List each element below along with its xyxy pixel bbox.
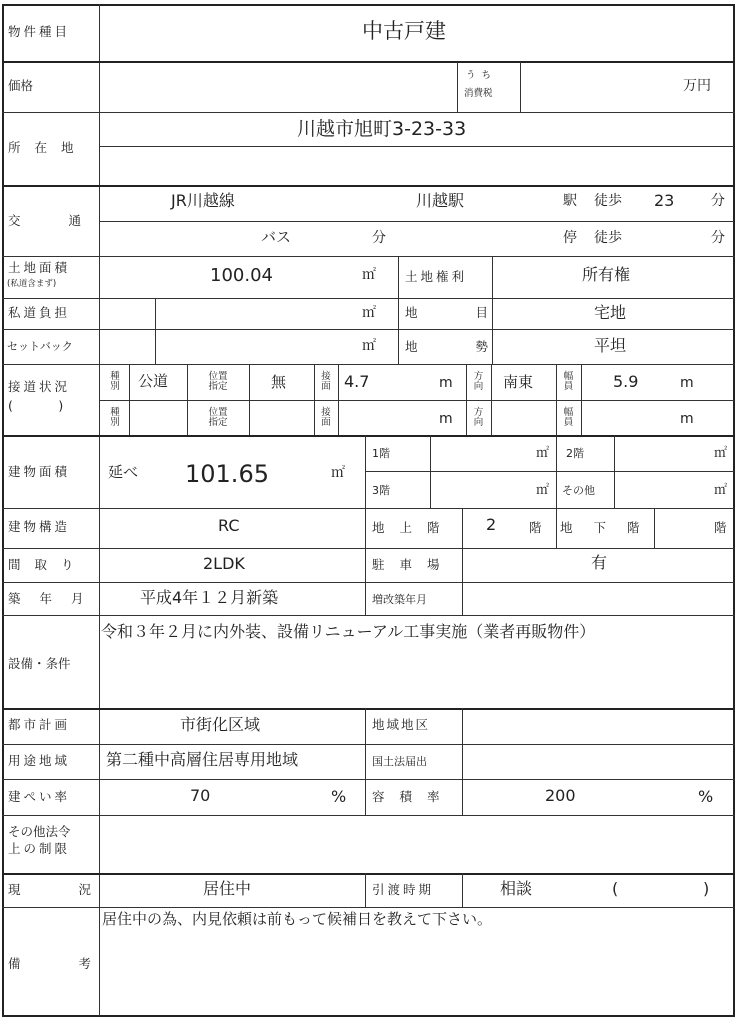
line-value: JR川越線	[171, 191, 235, 210]
col-line	[365, 548, 366, 615]
width-header-1: 幅 員	[563, 371, 574, 392]
structure-value: RC	[218, 516, 240, 535]
col-line	[556, 508, 557, 548]
designation-header-2: 位置 指定	[208, 407, 228, 428]
total-floor-unit: ㎡	[331, 465, 345, 481]
row-line	[2, 708, 735, 710]
walk-label: 徒歩	[594, 193, 622, 209]
layout-value: 2LDK	[203, 554, 245, 573]
border-right	[733, 4, 735, 1017]
bus-label: バス	[261, 228, 292, 246]
address-value: 川越市旭町3-23-33	[297, 118, 467, 140]
road-access-label: 接道状況	[8, 379, 71, 394]
structure-label: 建物構造	[8, 519, 71, 534]
row-line	[2, 329, 735, 330]
stop-walk-label: 徒歩	[594, 230, 622, 246]
price-label: 価格	[8, 78, 34, 93]
land-act-label: 国土法届出	[372, 755, 427, 768]
col-line	[614, 435, 615, 508]
floor3-unit: ㎡	[536, 483, 550, 498]
zone-district-label: 地域地区	[372, 717, 431, 732]
use-zone-value: 第二種中高層住居専用地域	[106, 750, 299, 769]
property-type-value: 中古戸建	[362, 19, 446, 43]
col-line	[430, 435, 431, 508]
facilities-label: 設備・条件	[8, 656, 71, 671]
below-ground-label: 地下階	[560, 520, 661, 535]
terrain-value: 平坦	[594, 336, 627, 355]
row-line	[2, 508, 735, 509]
above-ground-label: 地上階	[372, 520, 455, 535]
frontage-unit-2: m	[439, 411, 453, 427]
coverage-unit: %	[331, 787, 347, 806]
row-line	[2, 744, 735, 745]
row-line	[99, 400, 734, 401]
building-area-label: 建物面積	[8, 464, 71, 479]
col-line	[338, 364, 339, 435]
floor3-label: 3階	[372, 484, 390, 497]
other-legal-label-2: 上の制限	[8, 841, 71, 856]
other-legal-label-1: その他法令	[8, 824, 71, 839]
frontage-header-1: 接 面	[321, 371, 331, 392]
row-line	[365, 471, 734, 472]
remarks-label: 備考	[8, 956, 150, 971]
floor2-unit: ㎡	[714, 446, 728, 461]
col-line	[129, 364, 130, 435]
floor2-label: 2階	[566, 447, 584, 460]
floor-ratio-label: 容積率	[372, 789, 455, 804]
above-floor-unit: 階	[529, 520, 542, 535]
built-value: 平成4年１２月新築	[140, 588, 279, 607]
frontage-header-2: 接 面	[321, 407, 331, 428]
city-planning-value: 市街化区域	[180, 715, 261, 734]
transport-label: 交通	[8, 213, 130, 228]
tax-label-bottom: 消費税	[464, 88, 493, 99]
floor-other-label: その他	[562, 484, 595, 497]
road-width-unit: m	[680, 375, 694, 391]
remarks-value: 居住中の為、内見依頼は前もって候補日を教えて下さい。	[102, 910, 493, 928]
designation-value: 無	[271, 373, 287, 391]
handover-value: 相談	[500, 879, 533, 898]
road-width-unit-2: m	[680, 411, 694, 427]
use-zone-label: 用途地域	[8, 753, 71, 768]
row-line	[99, 146, 734, 147]
col-line	[365, 708, 366, 815]
col-line	[398, 257, 399, 364]
row-line	[2, 435, 735, 437]
col-line	[491, 364, 492, 435]
above-floors-value: 2	[486, 515, 497, 534]
coverage-value: 70	[190, 786, 211, 805]
col-line	[462, 873, 463, 907]
below-floor-unit: 階	[714, 520, 727, 535]
row-line	[2, 907, 735, 908]
private-road-label: 私道負担	[8, 305, 71, 320]
border-bottom	[2, 1015, 735, 1017]
floor-ratio-unit: %	[698, 787, 714, 806]
col-line	[365, 508, 366, 548]
floor1-unit: ㎡	[536, 446, 550, 461]
tax-label-top: うち	[466, 70, 498, 81]
walk-minutes: 23	[654, 191, 675, 210]
frontage-value: 4.7	[344, 372, 370, 391]
row-line	[2, 615, 735, 616]
frontage-unit: m	[439, 375, 453, 391]
extension-label: 増改築年月	[372, 593, 427, 606]
terrain-label: 地勢	[405, 339, 547, 354]
row-line	[2, 298, 735, 299]
road-access-paren: ( )	[8, 398, 66, 413]
col-line	[249, 364, 250, 435]
designation-header-1: 位置 指定	[208, 371, 228, 392]
col-line	[155, 298, 156, 364]
floor-other-unit: ㎡	[714, 483, 728, 498]
road-width-value: 5.9	[613, 372, 639, 391]
border-top	[2, 4, 735, 6]
label-divider	[99, 4, 100, 1016]
kind-header-2: 種 別	[110, 407, 120, 428]
direction-value: 南東	[503, 373, 534, 391]
private-road-unit: ㎡	[362, 305, 376, 321]
land-area-label: 土地面積	[8, 260, 71, 275]
col-line	[581, 364, 582, 435]
land-area-value: 100.04	[210, 265, 273, 286]
bus-minutes-unit: 分	[372, 230, 386, 246]
floor1-label: 1階	[372, 447, 390, 460]
col-line	[462, 508, 463, 548]
border-left	[2, 4, 4, 1017]
land-rights-label: 土地権利	[405, 269, 468, 284]
row-line	[2, 582, 735, 583]
row-line	[2, 61, 735, 63]
status-value: 居住中	[203, 879, 252, 898]
land-category-label: 地目	[405, 305, 547, 320]
total-floor-label: 延べ	[108, 463, 139, 481]
col-line	[365, 873, 366, 907]
row-line	[2, 779, 735, 780]
handover-label: 引渡時期	[372, 882, 435, 897]
price-unit: 万円	[683, 78, 711, 94]
built-label: 築年月	[8, 591, 103, 606]
row-line	[2, 815, 735, 816]
kind-header-1: 種 別	[110, 371, 120, 392]
station-suffix: 駅	[563, 193, 577, 209]
row-line	[2, 364, 735, 365]
layout-label: 間取り	[8, 557, 88, 572]
land-area-unit: ㎡	[362, 267, 376, 283]
col-line	[365, 435, 366, 508]
row-line	[99, 221, 734, 222]
direction-header-1: 方 向	[473, 371, 484, 392]
row-line	[2, 185, 735, 187]
stop-minutes-unit: 分	[711, 230, 725, 246]
coverage-label: 建ぺい率	[8, 789, 71, 804]
station-value: 川越駅	[416, 191, 465, 210]
direction-header-2: 方 向	[473, 407, 484, 428]
row-line	[2, 873, 735, 875]
location-label: 所在地	[8, 140, 88, 155]
status-label: 現況	[8, 882, 150, 897]
col-line	[462, 708, 463, 815]
setback-label: セットバック	[7, 340, 73, 353]
total-floor-area-value: 101.65	[185, 460, 269, 488]
width-header-2: 幅 員	[563, 407, 574, 428]
row-line	[2, 256, 735, 257]
road-kind-value: 公道	[138, 372, 169, 390]
land-area-note: (私道含まず)	[7, 279, 57, 289]
facilities-value: 令和３年２月に内外装、設備リニューアル工事実施（業者再販物件）	[101, 622, 596, 641]
handover-paren-close: )	[703, 879, 710, 898]
parking-label: 駐車場	[372, 557, 455, 572]
city-planning-label: 都市計画	[8, 717, 71, 732]
row-line	[2, 548, 735, 549]
handover-paren-open: (	[612, 879, 619, 898]
col-line	[556, 435, 557, 508]
land-rights-value: 所有権	[582, 265, 631, 284]
setback-unit: ㎡	[362, 338, 376, 354]
col-line	[520, 62, 521, 112]
minutes-unit: 分	[711, 193, 725, 209]
property-type-label: 物件種目	[8, 24, 71, 39]
col-line	[187, 364, 188, 435]
col-line	[462, 548, 463, 615]
land-category-value: 宅地	[594, 303, 627, 322]
col-line	[457, 62, 458, 112]
parking-value: 有	[591, 553, 608, 572]
row-line	[2, 112, 735, 113]
stop-label: 停	[563, 230, 577, 246]
floor-ratio-value: 200	[545, 786, 576, 805]
